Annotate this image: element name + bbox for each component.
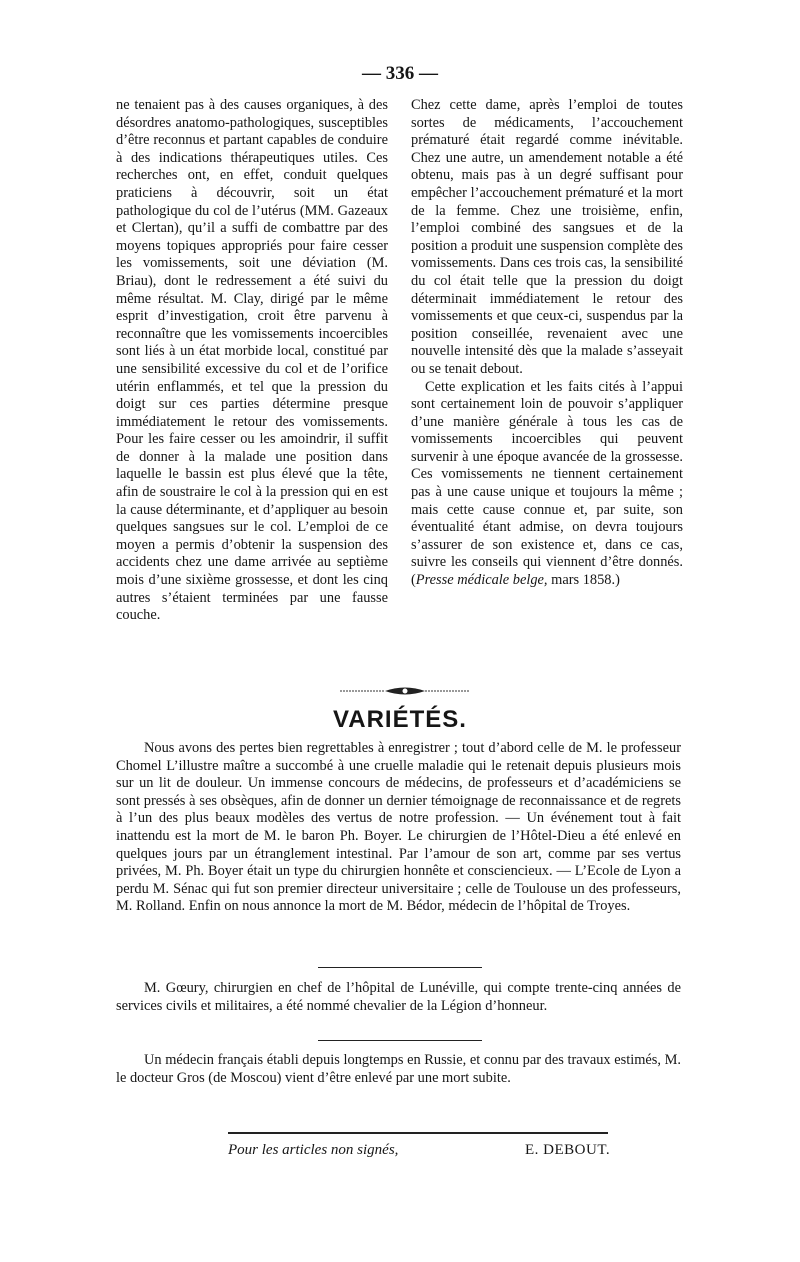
right-column [411,97,683,590]
right-paragraph-2-text: Cette explication et les faits cités à l’appui sont certainement loin de pouvoir s’appliquer d’une manière générale à tous les cas de vomissements incoercibles qui peuvent survenir à une époque avancée de la grossesse. Ces vomissements ne tiennent certainement pas à une cause unique et toujours la même ; mais cette cause connue et, par suite, son éventualité étant admise, on devra toujours s’assurer de son existence et, dans ce cas, suivre les conseils qui viennent d’être donnés. ( [411,378,683,589]
right-paragraph-2 [411,379,683,590]
separator-rule-1 [318,967,482,968]
left-column [116,97,388,625]
section-title: VARIÉTÉS. [333,706,467,733]
page-number: — 336 — [362,63,438,84]
left-paragraph: ne tenaient pas à des causes organiques, à des désordres anatomo-pathologiques, susceptibles d’être reconnus et partant capables de conduire à des indications thérapeutiques utiles. Ces recherches ont, en effet, conduit quelques praticiens à découvrir, soit un état pathologique du col de l’utérus (MM. Gazeaux et Clertan), qu’il a suffi de combattre par des moyens topiques appropriés pour faire cesser les vomissements, soit une déviation (M. Briau), dont le redressement a été suivi du même résultat. M. Clay, dirigé par le même esprit d’investigation, croit être parvenu à reconnaître que les vomissements incoercibles sont liés à un état morbide local, constitué par une sensibilité excessive du col et de l’orifice utérin enflammés, et tel que la pression du doigt sur ces parties détermine presque immédiatement le retour des vomissements. Pour les faire cesser ou les amoindrir, il suffit de donner à la malade une position dans laquelle le bassin est plus élevé que la tête, afin de soustraire le col à la pression qui en est la cause déterminante, et d’appliquer au besoin quelques sangsues sur le col. L’emploi de ce moyen a permis d’obtenir la suspension des accidents chez une dame arrivée au septième mois d’une sixième grossesse, et dont les cinq autres s’étaient terminées par une fausse couche. [116,97,388,624]
citation-source: Presse médicale belge, [415,572,548,589]
varietes-paragraph-1-block [116,740,681,916]
right-paragraph-1: Chez cette dame, après l’emploi de toutes sortes de médicaments, l’accouchement prématuré était regardé comme inévitable. Chez une autre, un amendement notable a été obtenu, mais pas à un degré suffisant pour empêcher l’accouchement prématuré et la mort de la femme. Chez une troisième, enfin, l’emploi combiné des sangsues et de la position a produit une suspension complète des vomissements. Dans ces trois cas, la sensibilité du col était telle que la pression du doigt déterminait immédiatement le retour des vomissements et que ceux-ci, suspendus par la position conseillée, revenaient avec une nouvelle intensité dès que la malade s’asseyait ou se tenait debout. [411,97,683,377]
varietes-paragraph-2-block [116,980,681,1015]
separator-rule-2 [318,1040,482,1041]
varietes-paragraph-1: Nous avons des pertes bien regrettables à enregistrer ; tout d’abord celle de M. le professeur Chomel L’illustre maître a succombé à une cruelle maladie qui le retenait depuis plusieurs mois sur un lit de douleur. Un immense concours de médecins, de professeurs et d’académiciens se sont pressés à ses obsèques, afin de donner un dernier témoignage de reconnaissance et de regrets à l’un des plus beaux modèles des vertus de notre profession. — Un événement tout à fait inattendu est la mort de M. le baron Ph. Boyer. Le chirurgien de l’Hôtel-Dieu a été enlevé en quelques jours par un étranglement intestinal. Par l’amour de son art, comme par ses vertus privées, M. Ph. Boyer était un type du chirurgien honnête et consciencieux. — L’Ecole de Lyon a perdu M. Sénac qui fut son premier directeur universitaire ; celle de Toulouse un des professeurs, M. Rolland. Enfin on nous annonce la mort de M. Bédor, médecin de l’hôpital de Troyes. [116,740,681,915]
footer-rule [228,1132,608,1134]
varietes-paragraph-3: Un médecin français établi depuis longtemps en Russie, et connu par des travaux estimés, M. le docteur Gros (de Moscou) vient d’être enlevé par une mort subite. [116,1052,681,1086]
varietes-paragraph-2: M. Gœury, chirurgien en chef de l’hôpital de Lunéville, qui compte trente-cinq années de services civils et militaires, a été nommé chevalier de la Légion d’honneur. [116,980,681,1014]
footer-note: Pour les articles non signés, [228,1142,399,1158]
ornament-divider [340,685,470,697]
footer [228,1142,628,1159]
footer-author: E. DEBOUT. [525,1142,611,1158]
citation-date: mars 1858.) [547,572,620,589]
varietes-paragraph-3-block [116,1052,681,1087]
